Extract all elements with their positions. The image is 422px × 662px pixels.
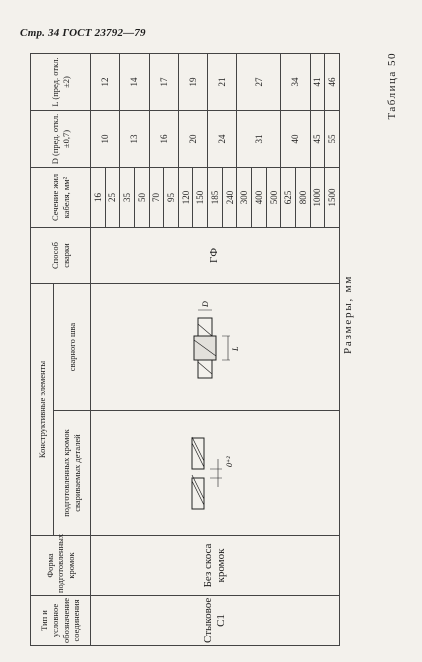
l-value-cell: 27 [237, 54, 281, 111]
cross-section-cell: 25 [105, 168, 120, 228]
l-value-cell: 34 [281, 54, 310, 111]
l-value-cell: 41 [310, 54, 325, 111]
cross-section-cell: 150 [193, 168, 208, 228]
d-value-cell: 24 [208, 111, 237, 168]
joint-dimensions-table [30, 53, 340, 646]
d-value-cell: 13 [120, 111, 149, 168]
prepared-edges-sketch-cell [91, 411, 340, 536]
l-value-cell: 46 [325, 54, 340, 111]
d-value-cell: 10 [91, 111, 120, 168]
cross-section-cell: 625 [281, 168, 296, 228]
d-value-cell: 55 [325, 111, 340, 168]
l-value-cell: 21 [208, 54, 237, 111]
welding-method-cell: ГФ [91, 228, 340, 284]
cross-section-cell: 240 [222, 168, 237, 228]
length-label: L [231, 346, 240, 351]
gap-label: 0⁺² [225, 456, 234, 467]
col-header-cross-section: Сечение жил кабеля, мм² [31, 168, 91, 228]
cross-section-cell: 35 [120, 168, 135, 228]
cross-section-cell: 1500 [325, 168, 340, 228]
l-value-cell: 12 [91, 54, 120, 111]
table-row [91, 54, 106, 646]
cross-section-cell: 16 [91, 168, 106, 228]
col-header-weld-seam: сварного шва [54, 284, 91, 411]
l-value-cell: 14 [120, 54, 149, 111]
page-header: Стр. 34 ГОСТ 23792—79 [20, 27, 146, 39]
d-value-cell: 31 [237, 111, 281, 168]
diameter-label: D [201, 301, 210, 307]
weld-seam-sketch-cell [91, 284, 340, 411]
cross-section-cell: 400 [252, 168, 267, 228]
cross-section-cell: 300 [237, 168, 252, 228]
col-header-welding-method: Способ сварки [31, 228, 91, 284]
col-header-structural: Конструктивные элементы [31, 284, 54, 536]
d-value-cell: 16 [149, 111, 178, 168]
table-title: Таблица 50 [386, 52, 398, 120]
joint-type-cell: Стыковое С1 [91, 596, 340, 646]
cross-section-cell: 95 [164, 168, 179, 228]
d-value-cell: 40 [281, 111, 310, 168]
cross-section-cell: 1000 [310, 168, 325, 228]
col-header-type: Тип и условное обозначение соединения [31, 596, 91, 646]
d-value-cell: 45 [310, 111, 325, 168]
cross-section-cell: 50 [134, 168, 149, 228]
rotated-page-content [20, 46, 400, 646]
table-body [91, 54, 340, 646]
cross-section-cell: 500 [266, 168, 281, 228]
weld-seam-sketch [170, 292, 260, 402]
dimensions-title: Размеры, мм [342, 274, 354, 354]
d-value-cell: 20 [178, 111, 207, 168]
cross-section-cell: 70 [149, 168, 164, 228]
col-header-form: Форма подготовленных кромок [31, 536, 91, 596]
edge-form-cell: Без скоса кромок [91, 536, 340, 596]
l-value-cell: 17 [149, 54, 178, 111]
cross-section-cell: 120 [178, 168, 193, 228]
cross-section-cell: 185 [208, 168, 223, 228]
prepared-edges-sketch [170, 423, 260, 523]
col-header-l: L (пред. откл. ±2) [31, 54, 91, 111]
col-header-d: D (пред. откл. ±0,7) [31, 111, 91, 168]
l-value-cell: 19 [178, 54, 207, 111]
col-header-prepared-edges: подготовленных кромок свариваемых деталей [54, 411, 91, 536]
cross-section-cell: 800 [295, 168, 310, 228]
